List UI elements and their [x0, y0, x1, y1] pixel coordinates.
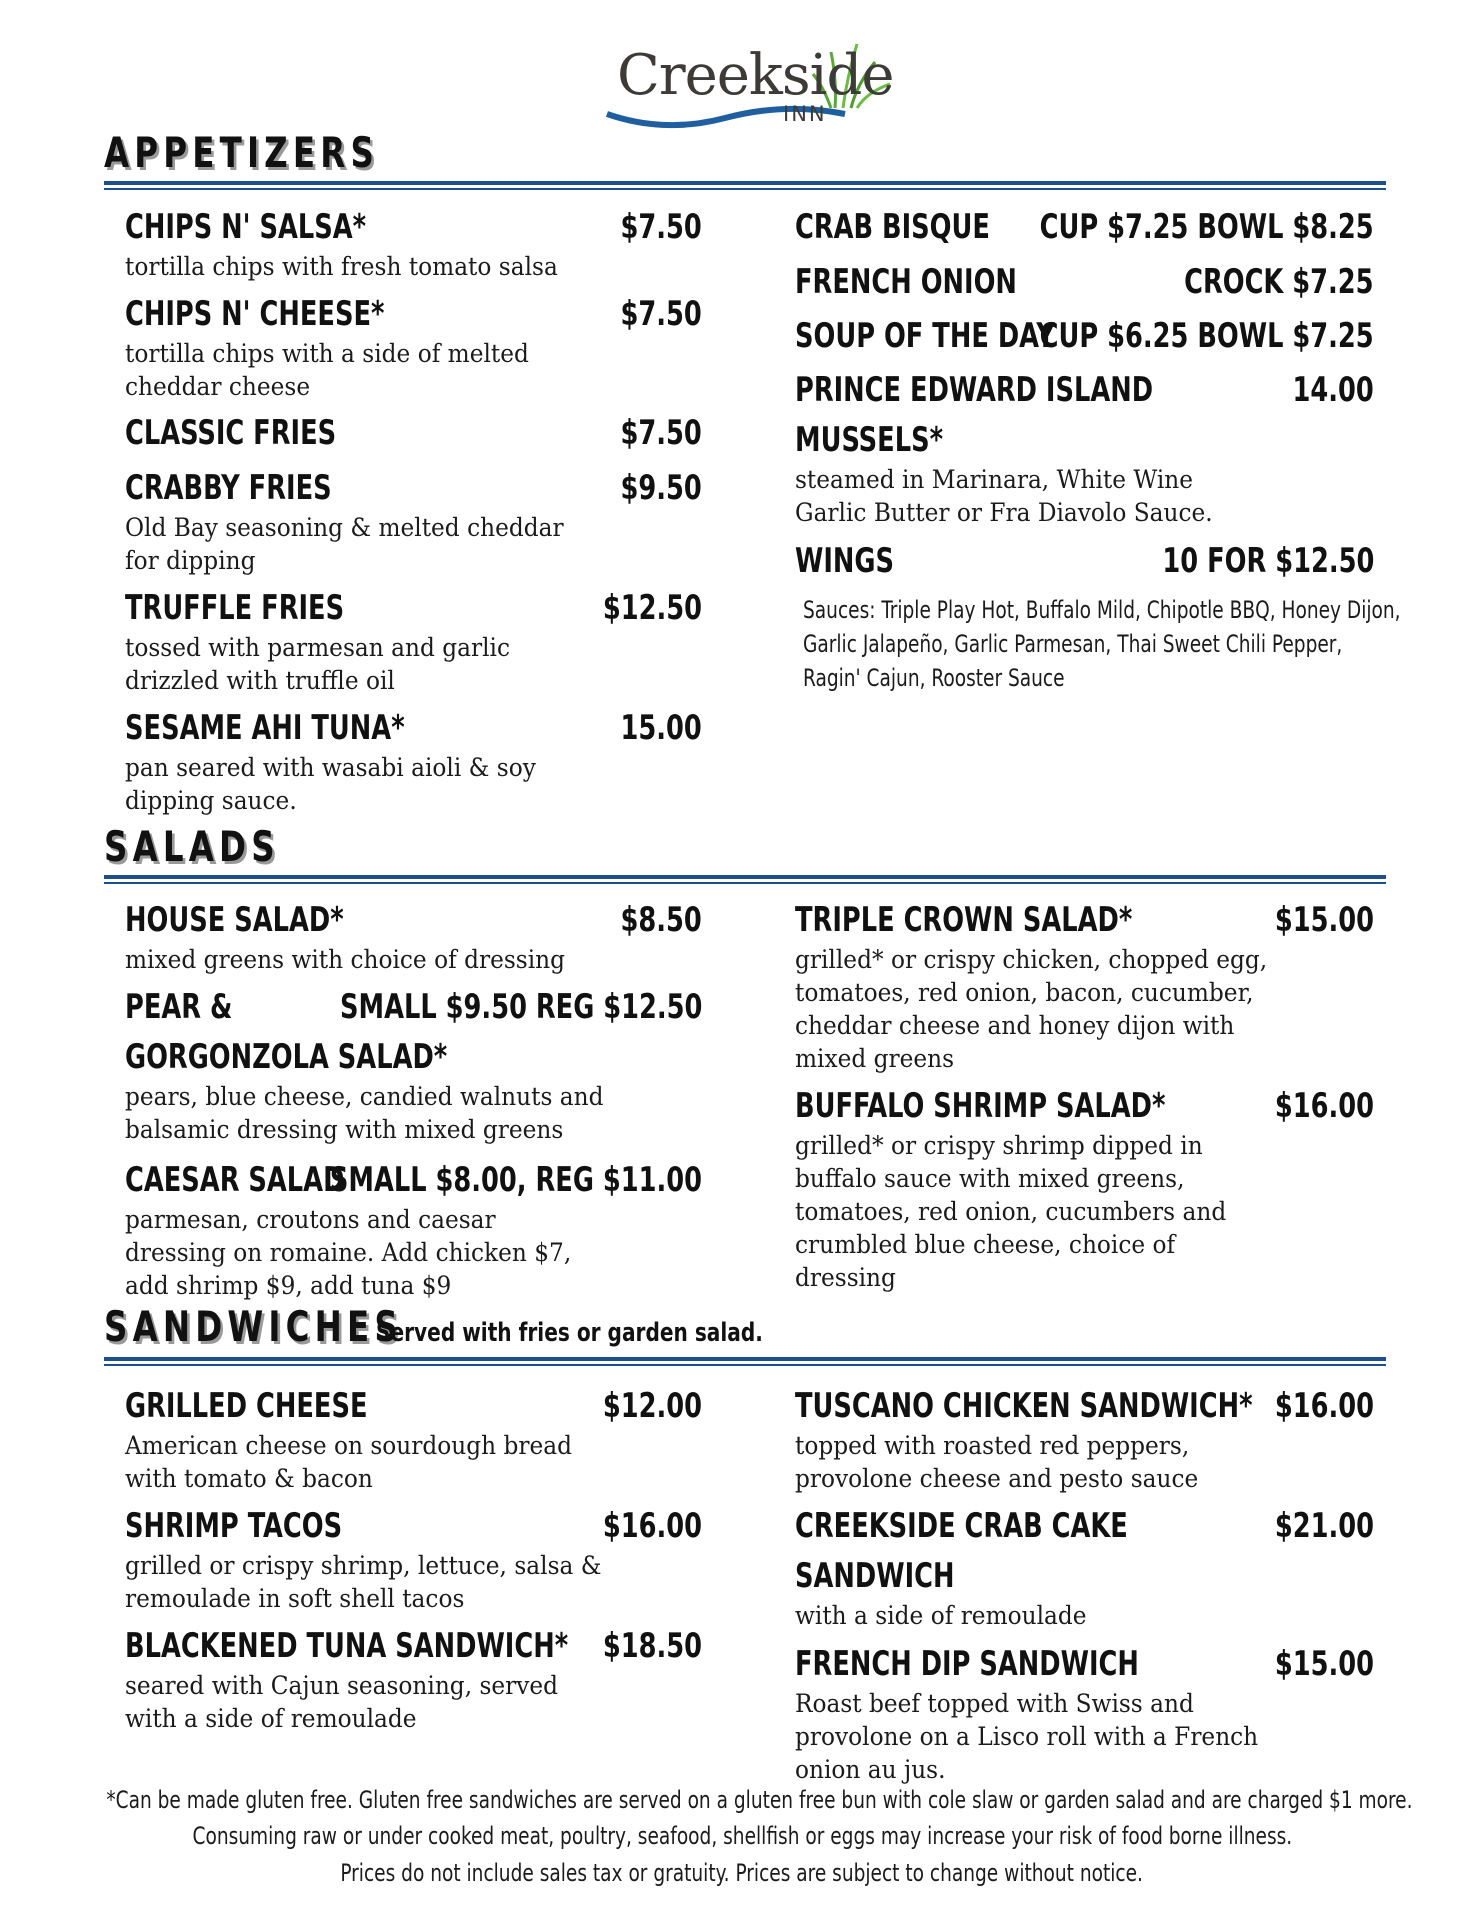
menu-item-description: with a side of remoulade [125, 1704, 417, 1733]
section-divider [104, 1357, 1386, 1366]
footer-health-warning: Consuming raw or under cooked meat, poultry, seafood, shellfish or eggs may increase your risk of food borne illness. [192, 1822, 1292, 1850]
menu-item-description: provolone on a Lisco roll with a French [795, 1722, 1259, 1751]
menu-item-name: CHIPS N' CHEESE* [125, 294, 385, 334]
menu-item-description: Garlic Butter or Fra Diavolo Sauce. [795, 498, 1213, 527]
menu-item-description: grilled or crispy shrimp, lettuce, salsa & [125, 1551, 602, 1580]
menu-item-description: grilled* or crispy chicken, chopped egg, [795, 945, 1268, 974]
menu-item-name: FRENCH ONION [795, 262, 1017, 302]
menu-item-name: PEAR & [125, 987, 233, 1027]
menu-item-description: tossed with parmesan and garlic [125, 633, 510, 662]
footer-pricing-note: Prices do not include sales tax or gratuity. Prices are subject to change without notice. [340, 1859, 1144, 1887]
logo-subtitle: INN [783, 102, 827, 126]
menu-item-description: provolone cheese and pesto sauce [795, 1464, 1199, 1493]
menu-item-name: TRIPLE CROWN SALAD* [795, 900, 1133, 940]
menu-item-price: $18.50 [602, 1626, 702, 1666]
logo-wordmark: Creekside [617, 43, 894, 108]
menu-item-price: $16.00 [1274, 1086, 1374, 1126]
menu-item-name: GRILLED CHEESE [125, 1386, 368, 1426]
section-title-appetizers: APPETIZERS [104, 128, 380, 177]
menu-item-price: $7.50 [620, 207, 702, 247]
menu-item-description: dressing [795, 1263, 896, 1292]
menu-item-name: PRINCE EDWARD ISLAND [795, 370, 1154, 410]
menu-item-description: onion au jus. [795, 1755, 946, 1784]
menu-item-description: mixed greens [795, 1044, 955, 1073]
menu-item-name: BUFFALO SHRIMP SALAD* [795, 1086, 1166, 1126]
section-title-sandwiches: SANDWICHES [104, 1302, 403, 1351]
menu-item-name: CRABBY FRIES [125, 468, 332, 508]
menu-item-price: $21.00 [1274, 1506, 1374, 1546]
menu-item-name: SHRIMP TACOS [125, 1506, 343, 1546]
menu-item-price: $16.00 [1274, 1386, 1374, 1426]
menu-item-name-cont: GORGONZOLA SALAD* [125, 1037, 448, 1077]
menu-item-name: HOUSE SALAD* [125, 900, 344, 940]
menu-item-description: remoulade in soft shell tacos [125, 1584, 465, 1613]
menu-item-name: TUSCANO CHICKEN SANDWICH* [795, 1386, 1253, 1426]
menu-item-price: 10 FOR $12.50 [1162, 541, 1374, 581]
section-divider [104, 875, 1386, 884]
menu-item-description: tomatoes, red onion, cucumbers and [795, 1197, 1227, 1226]
menu-item-price: $9.50 [620, 468, 702, 508]
creekside-inn-logo [605, 22, 905, 132]
menu-item-price: $12.00 [602, 1386, 702, 1426]
menu-item-name: CLASSIC FRIES [125, 413, 337, 453]
menu-item-description: dressing on romaine. Add chicken $7, [125, 1238, 572, 1267]
menu-item-name: CHIPS N' SALSA* [125, 207, 367, 247]
menu-item-price: $15.00 [1274, 900, 1374, 940]
menu-item-description: seared with Cajun seasoning, served [125, 1671, 559, 1700]
menu-item-name-cont: SANDWICH [795, 1556, 955, 1596]
sandwiches-note: Served with fries or garden salad. [376, 1318, 763, 1348]
menu-item-name: SESAME AHI TUNA* [125, 708, 405, 748]
menu-item-name: TRUFFLE FRIES [125, 588, 345, 628]
menu-item-description: grilled* or crispy shrimp dipped in [795, 1131, 1203, 1160]
menu-item-name: SOUP OF THE DAY [795, 316, 1055, 356]
menu-item-description: tomatoes, red onion, bacon, cucumber, [795, 978, 1254, 1007]
menu-item-price: CROCK $7.25 [1184, 262, 1374, 302]
menu-item-description: pan seared with wasabi aioli & soy [125, 753, 536, 782]
menu-item-name-cont: MUSSELS* [795, 420, 944, 460]
menu-item-description: balsamic dressing with mixed greens [125, 1115, 564, 1144]
menu-item-description: topped with roasted red peppers, [795, 1431, 1190, 1460]
menu-item-price: $7.50 [620, 413, 702, 453]
menu-item-name: FRENCH DIP SANDWICH [795, 1644, 1139, 1684]
menu-item-description: tortilla chips with a side of melted [125, 339, 529, 368]
wing-sauces-list: Ragin' Cajun, Rooster Sauce [803, 664, 1065, 692]
menu-item-name: CREEKSIDE CRAB CAKE [795, 1506, 1128, 1546]
menu-item-price: $8.50 [620, 900, 702, 940]
section-title-salads: SALADS [104, 822, 280, 871]
menu-item-name: WINGS [795, 541, 895, 581]
menu-item-price: $15.00 [1274, 1644, 1374, 1684]
menu-item-name: CAESAR SALAD [125, 1160, 345, 1200]
menu-item-description: for dipping [125, 546, 256, 575]
menu-item-description: cheddar cheese and honey dijon with [795, 1011, 1235, 1040]
menu-item-description: mixed greens with choice of dressing [125, 945, 565, 974]
menu-item-description: pears, blue cheese, candied walnuts and [125, 1082, 604, 1111]
menu-item-price: $7.50 [620, 294, 702, 334]
menu-item-price: CUP $6.25 BOWL $7.25 [1039, 316, 1374, 356]
menu-item-price: 14.00 [1292, 370, 1374, 410]
menu-item-price: SMALL $9.50 REG $12.50 [339, 987, 702, 1027]
menu-item-price: $12.50 [602, 588, 702, 628]
menu-item-description: buffalo sauce with mixed greens, [795, 1164, 1185, 1193]
menu-item-description: steamed in Marinara, White Wine [795, 465, 1194, 494]
menu-item-description: Roast beef topped with Swiss and [795, 1689, 1194, 1718]
menu-item-name: BLACKENED TUNA SANDWICH* [125, 1626, 569, 1666]
wing-sauces-list: Sauces: Triple Play Hot, Buffalo Mild, Chipotle BBQ, Honey Dijon, [803, 596, 1401, 624]
menu-item-price: SMALL $8.00, REG $11.00 [329, 1160, 702, 1200]
menu-item-description: dipping sauce. [125, 786, 297, 815]
wing-sauces-list: Garlic Jalapeño, Garlic Parmesan, Thai Sweet Chili Pepper, [803, 630, 1343, 658]
section-divider [104, 181, 1386, 190]
menu-item-description: add shrimp $9, add tuna $9 [125, 1271, 452, 1300]
menu-item-description: Old Bay seasoning & melted cheddar [125, 513, 564, 542]
menu-item-description: with tomato & bacon [125, 1464, 373, 1493]
menu-item-description: drizzled with truffle oil [125, 666, 395, 695]
menu-item-description: cheddar cheese [125, 372, 311, 401]
menu-item-price: CUP $7.25 BOWL $8.25 [1039, 207, 1374, 247]
menu-item-description: American cheese on sourdough bread [125, 1431, 572, 1460]
menu-item-description: crumbled blue cheese, choice of [795, 1230, 1176, 1259]
menu-item-price: 15.00 [620, 708, 702, 748]
menu-item-description: with a side of remoulade [795, 1601, 1087, 1630]
footer-gluten-note: *Can be made gluten free. Gluten free sandwiches are served on a gluten free bun with cole slaw or garden salad and are charged $1 more. [106, 1786, 1413, 1814]
menu-item-description: parmesan, croutons and caesar [125, 1205, 496, 1234]
menu-item-price: $16.00 [602, 1506, 702, 1546]
menu-item-name: CRAB BISQUE [795, 207, 990, 247]
menu-item-description: tortilla chips with fresh tomato salsa [125, 252, 558, 281]
